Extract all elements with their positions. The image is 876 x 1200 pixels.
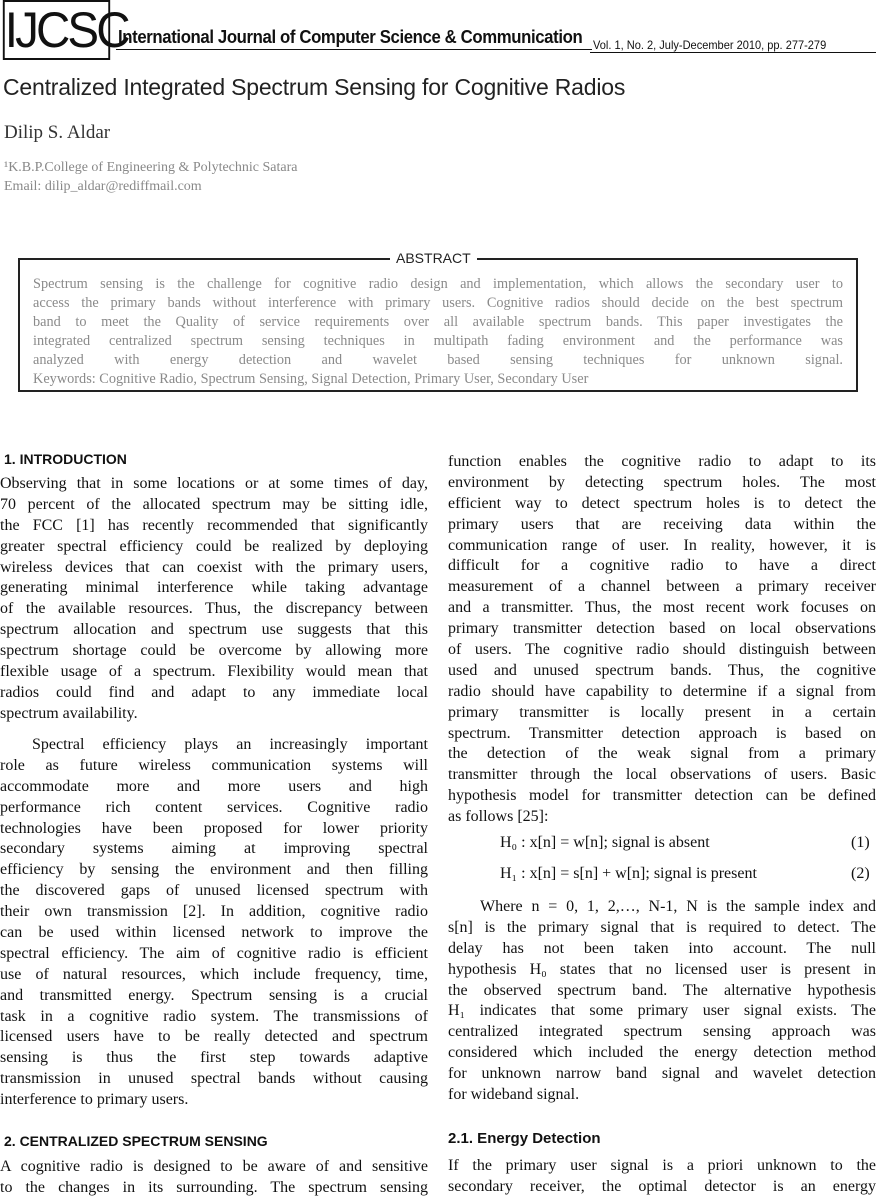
text-line: band to meet the Quality of service requirements over all available spectrum bands. This paper investigates the — [33, 314, 843, 330]
text-line: communication range of user. In reality, however, it is — [448, 536, 876, 554]
text-line: hypothesis model for transmitter detection can be defined — [448, 787, 876, 805]
equation-2-number: (2) — [851, 865, 870, 882]
affiliation: ¹K.B.P.College of Engineering & Polytechnic Satara — [4, 160, 298, 175]
journal-logo: IJCSC — [4, 2, 128, 58]
text-line: H₁ indicates that some primary user signal exists. The — [448, 1002, 876, 1020]
header-rule — [590, 52, 876, 53]
text-line: can be used within licensed network to improve the — [0, 924, 428, 942]
text-line: transmission in unused spectral bands without causing — [0, 1070, 428, 1088]
text-line: primary users that are receiving data within the — [448, 515, 876, 533]
text-line: Spectrum sensing is the challenge for cognitive radio design and implementation, which allows the secondary user to — [33, 276, 843, 292]
text-line: delay has not been taken into account. The null — [448, 939, 876, 957]
text-line: to the changes in its surrounding. The spectrum sensing — [0, 1178, 428, 1196]
text-line: and transmitted energy. Spectrum sensing is a crucial — [0, 986, 428, 1004]
css-paragraph-1-right — [448, 452, 876, 828]
text-line: radio should have capability to determine if a signal from — [448, 682, 876, 700]
text-line: accommodate more and more users and high — [0, 777, 428, 795]
volume-info: Vol. 1, No. 2, July-December 2010, pp. 277-279 — [593, 38, 827, 52]
css-paragraph-1-left — [0, 1157, 428, 1199]
text-line: Where n = 0, 1, 2,…, N-1, N is the sample index and — [480, 898, 876, 915]
text-line: measurement of a channel between a primary receiver — [448, 578, 876, 596]
text-line: integrated centralized spectrum sensing techniques in multipath fading environment and the performance was — [33, 333, 843, 349]
text-line: of the available resources. Thus, the discrepancy between — [0, 600, 428, 618]
text-line: environment by detecting spectrum holes. The most — [448, 473, 876, 491]
text-line: Observing that in some locations or at some times of day, — [0, 475, 428, 492]
text-line: function enables the cognitive radio to adapt to its — [448, 453, 876, 470]
energy-detection-paragraph — [448, 1156, 876, 1198]
text-line: analyzed with energy detection and wavelet based sensing techniques for unknown signal. — [33, 352, 843, 368]
text-line: role as future wireless communication systems will — [0, 756, 428, 774]
section-heading-introduction: 1. INTRODUCTION — [4, 451, 127, 467]
text-line: licensed users have to be really detected and spectrum — [0, 1028, 428, 1046]
text-line: interference to primary users. — [0, 1091, 189, 1109]
text-line: primary transmitter is locally present in a certain — [448, 703, 876, 721]
text-line: the observed spectrum band. The alternative hypothesis — [448, 981, 876, 999]
text-line: radios could find and adapt to any immediate local — [0, 683, 428, 701]
text-line: s[n] is the primary signal that is required to detect. The — [448, 918, 876, 936]
text-line: If the primary user signal is a priori unknown to the — [448, 1157, 876, 1174]
text-line: difficult for a cognitive radio to have a direct — [448, 557, 876, 575]
text-line: the discovered gaps of unused licensed spectrum with — [0, 882, 428, 900]
text-line: task in a cognitive radio system. The transmissions of — [0, 1007, 428, 1025]
text-line: spectrum allocation and spectrum use suggests that this — [0, 621, 428, 639]
text-line: flexible usage of a spectrum. Flexibility would mean that — [0, 663, 428, 681]
equation-2: H₁ : x[n] = s[n] + w[n]; signal is present — [500, 865, 757, 882]
css-paragraph-2 — [448, 897, 876, 1106]
author-name: Dilip S. Aldar — [4, 122, 111, 143]
text-line: secondary systems aiming at improving spectral — [0, 840, 428, 858]
text-line: hypothesis H₀ states that no licensed user is present in — [448, 960, 876, 978]
text-line: performance rich content services. Cognitive radio — [0, 798, 428, 816]
intro-paragraph-2 — [0, 735, 428, 1111]
abstract-label: ABSTRACT — [390, 250, 477, 266]
text-line: secondary receiver, the optimal detector is an energy — [448, 1177, 876, 1195]
text-line: primary transmitter detection based on local observations — [448, 620, 876, 638]
text-line: for wideband signal. — [448, 1086, 580, 1104]
text-line: the detection of the weak signal from a primary — [448, 745, 876, 763]
section-heading-centralized-spectrum-sensing: 2. CENTRALIZED SPECTRUM SENSING — [4, 1133, 268, 1149]
text-line: as follows [25]: — [448, 808, 549, 826]
author-affiliation-block — [4, 158, 297, 196]
text-line: access the primary bands without interference with primary users. Cognitive radios should decide on the best spectrum — [33, 295, 843, 311]
text-line: for unknown narrow band signal and wavelet detection — [448, 1065, 876, 1083]
text-line: efficiency by sensing the environment and then filling — [0, 861, 428, 879]
text-line: used and unused spectrum bands. Thus, the cognitive — [448, 661, 876, 679]
text-line: of users. The cognitive radio should distinguish between — [448, 641, 876, 659]
text-line: sensing is thus the first step towards adaptive — [0, 1049, 428, 1067]
text-line: transmitter through the local observations of users. Basic — [448, 766, 876, 784]
abstract-text — [33, 275, 843, 389]
text-line: the FCC [1] has recently recommended that significantly — [0, 516, 428, 534]
equation-1: H₀ : x[n] = w[n]; signal is absent — [500, 834, 710, 851]
text-line: spectrum availability. — [0, 704, 138, 722]
text-line: Spectral efficiency plays an increasingly important — [32, 736, 428, 753]
text-line: their own transmission [2]. In addition, cognitive radio — [0, 903, 428, 921]
text-line: spectral efficiency. The aim of cognitive radio is efficient — [0, 944, 428, 962]
paper-title: Centralized Integrated Spectrum Sensing for Cognitive Radios — [3, 74, 626, 100]
text-line: centralized integrated spectrum sensing approach was — [448, 1023, 876, 1041]
section-heading-energy-detection: 2.1. Energy Detection — [448, 1130, 601, 1147]
text-line: 70 percent of the allocated spectrum may be sitting idle, — [0, 495, 428, 513]
header-rule — [116, 49, 592, 50]
equation-1-number: (1) — [851, 834, 870, 851]
author-email: Email: dilip_aldar@rediffmail.com — [4, 179, 202, 194]
journal-name: International Journal of Computer Science & Communication — [118, 27, 583, 47]
text-line: and a transmitter. Thus, the most recent work focuses on — [448, 599, 876, 617]
text-line: efficient way to detect spectrum holes is to detect the — [448, 494, 876, 512]
text-line: wireless devices that can coexist with the primary users, — [0, 558, 428, 576]
intro-paragraph-1 — [0, 474, 428, 725]
text-line: considered which included the energy detection method — [448, 1044, 876, 1062]
text-line: use of natural resources, which include frequency, time, — [0, 965, 428, 983]
text-line: A cognitive radio is designed to be aware of and sensitive — [0, 1158, 428, 1175]
text-line: Keywords: Cognitive Radio, Spectrum Sensing, Signal Detection, Primary User, Secondary User — [33, 371, 589, 387]
text-line: spectrum. Transmitter detection approach is based on — [448, 724, 876, 742]
text-line: technologies have been proposed for lower priority — [0, 819, 428, 837]
text-line: spectrum shortage could be overcome by allowing more — [0, 642, 428, 660]
text-line: generating minimal interference while taking advantage — [0, 579, 428, 597]
text-line: greater spectral efficiency could be realized by deploying — [0, 537, 428, 555]
